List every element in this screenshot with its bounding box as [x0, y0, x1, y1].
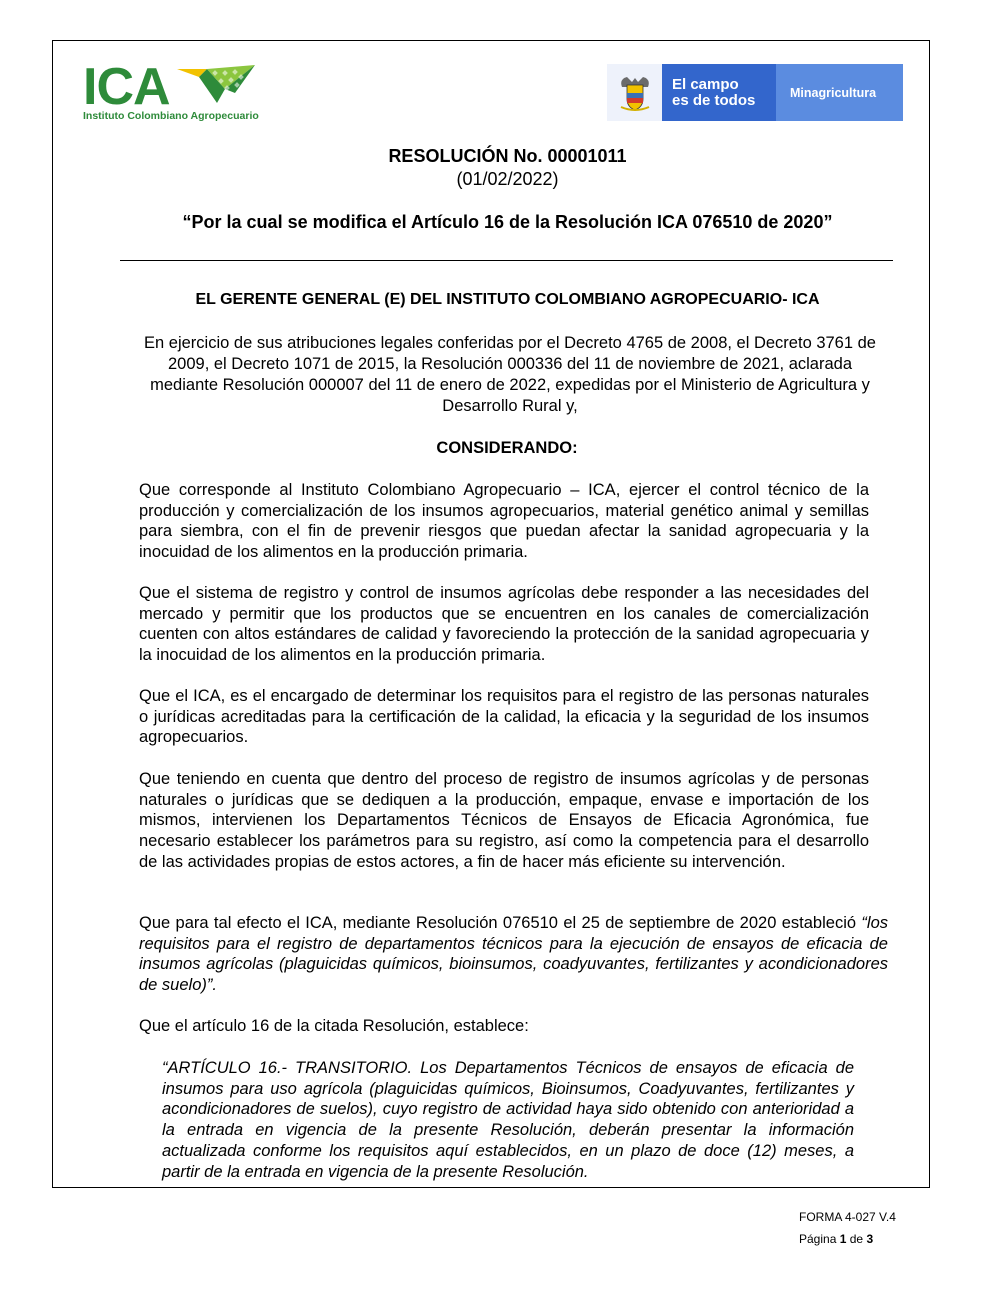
paragraph-1: Que corresponde al Instituto Colombiano Agropecuario – ICA, ejercer el control técnico de la producción y comercialización de los insumos agropecuarios, material genético animal y semillas para siembra, con el fin de prevenir riesgos que puedan afectar la sanidad agropecuaria y la inocuidad de los alimentos en la producción primaria.	[139, 481, 869, 562]
ica-logo	[83, 58, 263, 125]
title-divider	[120, 260, 893, 261]
paragraph-3: Que el ICA, es el encargado de determinar los requisitos para el registro de las personas naturales o jurídicas acreditadas para la certificación de la calidad, la eficacia y la seguridad de los insumos agropecuarios.	[139, 687, 869, 747]
resolution-subject: “Por la cual se modifica el Artículo 16 de la Resolución ICA 076510 de 2020”	[182, 212, 833, 232]
ica-logo-text: ICA	[83, 58, 170, 116]
page-number: 1	[839, 1232, 847, 1246]
paragraph-4: Que teniendo en cuenta que dentro del proceso de registro de insumos agrícolas y de personas naturales o jurídicas que se dediquen a la producción, empaque, envase e importación de los mismos, intervienen los Departamentos Técnicos de Ensayos de Eficacia Agronómica, fue necesario establecer los parámetros para su registro, así como la competencia para el desarrollo de las actividades propias de estos actores, a fin de hacer más eficiente su intervención.	[139, 770, 869, 871]
article-16-quote: “ARTÍCULO 16.- TRANSITORIO. Los Departamentos Técnicos de ensayos de eficacia de insumos para uso agrícola (plaguicidas químicos, Bioinsumos, Coadyuvantes, fertilizantes y acondicionadores de suelos), cuyo registro de actividad haya sido obtenido con anterioridad a la entrada en vigencia de la presente Resolución, deberán presentar la información actualizada conforme los requisitos aquí establecidos, en un plazo de doce (12) meses, a partir de la entrada en vigencia de la presente Resolución.	[162, 1059, 854, 1181]
resolution-title: RESOLUCIÓN No. 00001011	[388, 146, 627, 166]
of-word: de	[849, 1232, 864, 1246]
ica-leaf-icon	[177, 63, 257, 109]
page-word: Página	[799, 1232, 837, 1246]
attributions-paragraph: En ejercicio de sus atribuciones legales conferidas por el Decreto 4765 de 2008, el Decreto 3761 de 2009, el Decreto 1071 de 2015, la Resolución 000336 del 11 de noviembre de 2021, aclarada mediante Resolución 000007 del 11 de enero de 2022, expedidas por el Ministerio de Agricultura y Desarrollo Rural y,	[144, 334, 876, 415]
ica-logo-subtitle: Instituto Colombiano Agropecuario	[83, 110, 259, 122]
page-total: 3	[866, 1232, 874, 1246]
paragraph-5-intro: Que para tal efecto el ICA, mediante Resolución 076510 el 25 de septiembre de 2020 estableció	[139, 914, 862, 932]
ministry-label: Minagricultura	[776, 64, 903, 121]
slogan-line-1: El campo	[672, 75, 739, 93]
page-indicator	[799, 1232, 873, 1246]
campo-slogan	[662, 64, 776, 121]
government-banner	[607, 64, 903, 121]
resolution-date: (01/02/2022)	[456, 169, 559, 189]
colombia-coat-of-arms-icon	[607, 64, 662, 121]
considerando-heading: CONSIDERANDO:	[436, 439, 578, 457]
paragraph-5	[139, 913, 888, 996]
paragraph-6: Que el artículo 16 de la citada Resolución, establece:	[139, 1017, 529, 1035]
form-code: FORMA 4-027 V.4	[799, 1210, 896, 1224]
authority-heading: EL GERENTE GENERAL (E) DEL INSTITUTO COLOMBIANO AGROPECUARIO- ICA	[195, 291, 820, 308]
paragraph-2: Que el sistema de registro y control de insumos agrícolas debe responder a las necesidades del mercado y permitir que los productos que se encuentren en los canales de comercialización cuenten con altos estándares de calidad y favoreciendo la protección de la sanidad agropecuaria y la inocuidad de los alimentos en la producción primaria.	[139, 584, 869, 665]
paragraph-5-quote: “los requisitos para el registro de departamentos técnicos para la ejecución de ensayos de eficacia de insumos agrícolas (plaguicidas químicos, bioinsumos, coadyuvantes, fertilizantes y acondicionadores de suelo)”.	[139, 914, 888, 995]
slogan-line-2: es de todos	[672, 91, 756, 109]
